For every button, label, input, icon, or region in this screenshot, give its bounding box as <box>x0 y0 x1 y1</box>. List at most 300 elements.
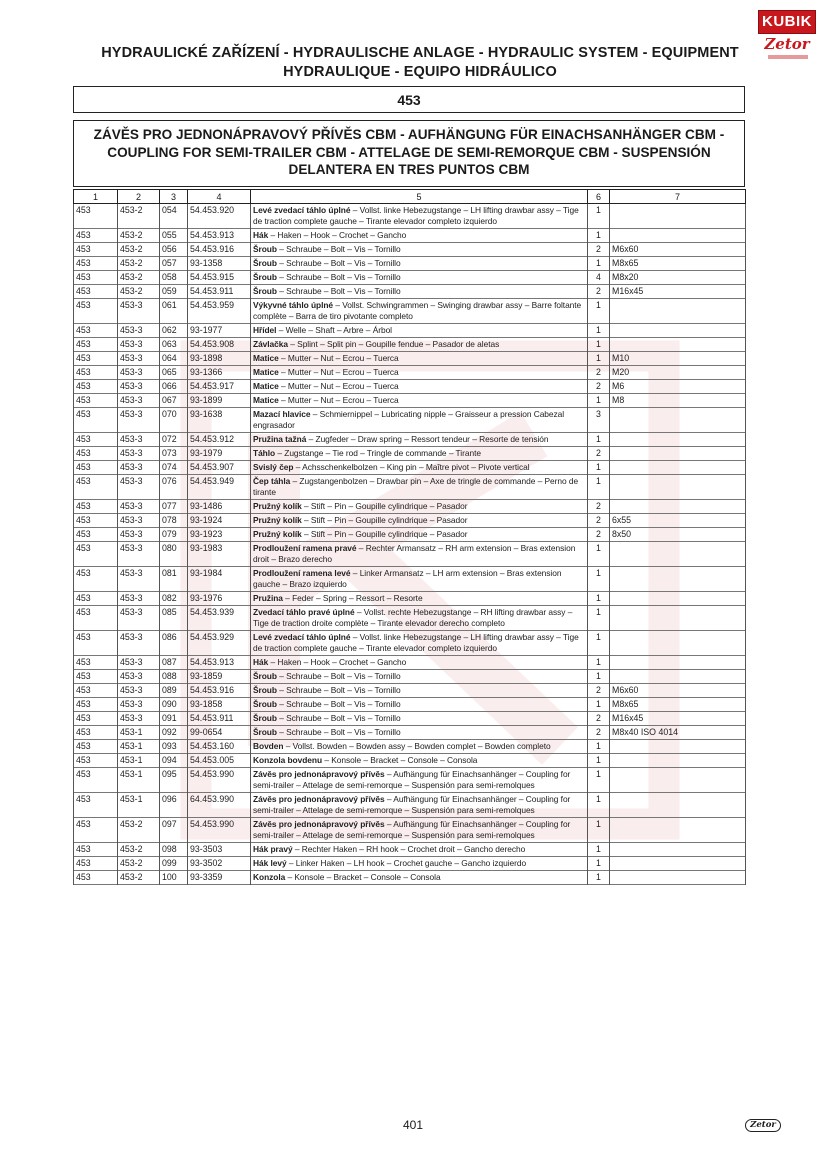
row-part-name: Závěs pro jednonápravový přívěs <box>253 794 385 804</box>
row-part-name: Šroub <box>253 727 277 737</box>
row-part-number-cell: 54.453.917 <box>188 380 251 394</box>
row-part-number-cell: 54.453.005 <box>188 754 251 768</box>
row-part-translations: – Schraube – Bolt – Vis – Tornillo <box>276 671 401 681</box>
row-position-cell: 087 <box>160 656 188 670</box>
row-part-name: Hák <box>253 657 269 667</box>
table-row <box>74 684 746 698</box>
row-part-translations: – Schraube – Bolt – Vis – Tornillo <box>276 713 401 723</box>
row-part-number-cell: 93-1977 <box>188 324 251 338</box>
row-part-translations: – Splint – Split pin – Goupille fendue – Pasador de aletas <box>288 339 500 349</box>
row-description-cell <box>251 542 588 567</box>
row-description-cell <box>251 698 588 712</box>
row-quantity-cell: 1 <box>588 324 610 338</box>
group-title-box <box>73 120 745 187</box>
row-description-cell <box>251 475 588 500</box>
section-header <box>90 44 750 82</box>
row-part-number-cell: 93-1486 <box>188 500 251 514</box>
row-position-cell: 076 <box>160 475 188 500</box>
row-part-name: Šroub <box>253 671 277 681</box>
row-position-cell: 067 <box>160 394 188 408</box>
table-row <box>74 447 746 461</box>
row-part-translations: – Aufhängung für Einachsanhänger – Coupling for semi-trailer – Attelage de semi-remorque – Suspensión para semi-remolques <box>253 769 571 790</box>
row-position-cell: 054 <box>160 204 188 229</box>
column-header: 3 <box>160 190 188 204</box>
row-part-number-cell: 93-1923 <box>188 528 251 542</box>
row-section-cell: 453 <box>74 380 118 394</box>
table-row <box>74 229 746 243</box>
row-description-cell <box>251 631 588 656</box>
row-description-cell <box>251 793 588 818</box>
table-row <box>74 528 746 542</box>
row-position-cell: 097 <box>160 818 188 843</box>
row-position-cell: 086 <box>160 631 188 656</box>
row-note-cell <box>610 204 746 229</box>
row-position-cell: 079 <box>160 528 188 542</box>
group-title-line2: COUPLING FOR SEMI-TRAILER CBM - ATTELAGE DE SEMI-REMORQUE CBM - SUSPENSIÓN <box>107 144 711 160</box>
table-header-row <box>74 190 746 204</box>
row-note-cell: M20 <box>610 366 746 380</box>
row-note-cell: M6 <box>610 380 746 394</box>
row-description-cell <box>251 857 588 871</box>
row-part-translations: – Zugfeder – Draw spring – Ressort tendeur – Resorte de tensión <box>306 434 549 444</box>
row-description-cell <box>251 754 588 768</box>
table-row <box>74 857 746 871</box>
row-quantity-cell: 2 <box>588 380 610 394</box>
row-part-translations: – Rechter Armansatz – RH arm extension – Bras extension droit – Brazo derecho <box>253 543 576 564</box>
row-part-number-cell: 54.453.913 <box>188 656 251 670</box>
row-section-cell: 453 <box>74 229 118 243</box>
row-figure-cell: 453-3 <box>118 606 160 631</box>
row-description-cell <box>251 394 588 408</box>
row-position-cell: 092 <box>160 726 188 740</box>
table-row <box>74 243 746 257</box>
row-quantity-cell: 2 <box>588 447 610 461</box>
row-part-number-cell: 93-3503 <box>188 843 251 857</box>
row-quantity-cell: 1 <box>588 338 610 352</box>
row-section-cell: 453 <box>74 500 118 514</box>
row-figure-cell: 453-3 <box>118 631 160 656</box>
row-quantity-cell: 1 <box>588 698 610 712</box>
row-description-cell <box>251 712 588 726</box>
row-section-cell: 453 <box>74 394 118 408</box>
row-quantity-cell: 1 <box>588 843 610 857</box>
kubik-zetor-logo <box>758 10 816 72</box>
logo-underline <box>768 55 808 59</box>
row-description-cell <box>251 408 588 433</box>
row-quantity-cell: 1 <box>588 542 610 567</box>
row-section-cell: 453 <box>74 447 118 461</box>
row-quantity-cell: 1 <box>588 461 610 475</box>
row-part-name: Výkyvné táhlo úplné <box>253 300 334 310</box>
row-part-translations: – Vollst. Schwingrammen – Swinging drawbar assy – Barre foltante complète – Barra de tiro pivotante completo <box>253 300 582 321</box>
table-row <box>74 606 746 631</box>
row-figure-cell: 453-3 <box>118 684 160 698</box>
row-part-number-cell: 54.453.920 <box>188 204 251 229</box>
row-position-cell: 099 <box>160 857 188 871</box>
row-section-cell: 453 <box>74 324 118 338</box>
row-position-cell: 061 <box>160 299 188 324</box>
row-part-name: Levé zvedací táhlo úplné <box>253 205 351 215</box>
row-figure-cell: 453-1 <box>118 740 160 754</box>
row-part-name: Pružný kolík <box>253 515 302 525</box>
row-part-number-cell: 93-1859 <box>188 670 251 684</box>
row-section-cell: 453 <box>74 338 118 352</box>
table-row <box>74 740 746 754</box>
page-number: 401 <box>402 1118 424 1132</box>
row-quantity-cell: 1 <box>588 857 610 871</box>
row-part-number-cell: 54.453.916 <box>188 243 251 257</box>
table-row <box>74 271 746 285</box>
row-note-cell <box>610 857 746 871</box>
row-part-name: Čep táhla <box>253 476 291 486</box>
row-note-cell <box>610 592 746 606</box>
row-figure-cell: 453-2 <box>118 229 160 243</box>
row-part-translations: – Achsschenkelbolzen – King pin – Maître pivot – Pivote vertical <box>293 462 530 472</box>
row-part-number-cell: 54.453.160 <box>188 740 251 754</box>
row-part-name: Prodloužení ramena levé <box>253 568 351 578</box>
row-part-name: Pružina tažná <box>253 434 307 444</box>
row-section-cell: 453 <box>74 408 118 433</box>
row-part-translations: – Schraube – Bolt – Vis – Tornillo <box>276 727 401 737</box>
row-part-translations: – Zugstange – Tie rod – Tringle de commande – Tirante <box>275 448 481 458</box>
row-note-cell <box>610 500 746 514</box>
row-part-translations: – Stift – Pin – Goupille cylindrique – Pasador <box>301 529 468 539</box>
row-part-name: Svislý čep <box>253 462 294 472</box>
row-section-cell: 453 <box>74 243 118 257</box>
row-figure-cell: 453-2 <box>118 857 160 871</box>
row-part-number-cell: 93-1976 <box>188 592 251 606</box>
table-row <box>74 285 746 299</box>
row-note-cell <box>610 299 746 324</box>
table-row <box>74 818 746 843</box>
table-row <box>74 299 746 324</box>
row-quantity-cell: 1 <box>588 871 610 885</box>
row-description-cell <box>251 447 588 461</box>
row-note-cell: M8x65 <box>610 698 746 712</box>
row-description-cell <box>251 324 588 338</box>
table-row <box>74 338 746 352</box>
row-description-cell <box>251 684 588 698</box>
row-part-name: Konzola <box>253 872 286 882</box>
row-position-cell: 078 <box>160 514 188 528</box>
row-note-cell: M8x65 <box>610 257 746 271</box>
table-row <box>74 408 746 433</box>
row-quantity-cell: 1 <box>588 740 610 754</box>
row-quantity-cell: 1 <box>588 768 610 793</box>
row-part-translations: – Mutter – Nut – Ecrou – Tuerca <box>278 353 399 363</box>
row-section-cell: 453 <box>74 793 118 818</box>
row-figure-cell: 453-3 <box>118 670 160 684</box>
row-part-number-cell: 99-0654 <box>188 726 251 740</box>
row-section-cell: 453 <box>74 285 118 299</box>
row-part-name: Hák levý <box>253 858 287 868</box>
row-part-translations: – Konsole – Bracket – Console – Consola <box>322 755 478 765</box>
row-part-name: Matice <box>253 367 279 377</box>
row-quantity-cell: 1 <box>588 606 610 631</box>
row-position-cell: 090 <box>160 698 188 712</box>
row-part-number-cell: 93-3502 <box>188 857 251 871</box>
row-position-cell: 056 <box>160 243 188 257</box>
row-quantity-cell: 3 <box>588 408 610 433</box>
table-row <box>74 768 746 793</box>
row-position-cell: 091 <box>160 712 188 726</box>
row-note-cell <box>610 871 746 885</box>
row-part-name: Matice <box>253 395 279 405</box>
row-position-cell: 098 <box>160 843 188 857</box>
row-note-cell <box>610 542 746 567</box>
row-description-cell <box>251 843 588 857</box>
row-description-cell <box>251 338 588 352</box>
table-row <box>74 698 746 712</box>
table-row <box>74 475 746 500</box>
table-row <box>74 793 746 818</box>
row-part-number-cell: 54.453.949 <box>188 475 251 500</box>
row-section-cell: 453 <box>74 656 118 670</box>
row-position-cell: 073 <box>160 447 188 461</box>
row-section-cell: 453 <box>74 542 118 567</box>
row-part-number-cell: 54.453.959 <box>188 299 251 324</box>
row-note-cell <box>610 338 746 352</box>
row-section-cell: 453 <box>74 670 118 684</box>
row-section-cell: 453 <box>74 843 118 857</box>
row-figure-cell: 453-3 <box>118 567 160 592</box>
group-title-line3: DELANTERA EN TRES PUNTOS CBM <box>288 162 530 177</box>
row-part-name: Táhlo <box>253 448 276 458</box>
row-part-translations: – Schraube – Bolt – Vis – Tornillo <box>276 286 401 296</box>
row-description-cell <box>251 285 588 299</box>
row-note-cell: M6x60 <box>610 243 746 257</box>
row-position-cell: 081 <box>160 567 188 592</box>
row-part-translations: – Rechter Haken – RH hook – Crochet droit – Gancho derecho <box>292 844 526 854</box>
row-figure-cell: 453-3 <box>118 366 160 380</box>
table-row <box>74 631 746 656</box>
row-part-number-cell: 54.453.915 <box>188 271 251 285</box>
row-part-translations: – Schmiernippel – Lubricating nipple – Graisseur a pression Cabezal engrasador <box>253 409 565 430</box>
row-quantity-cell: 1 <box>588 299 610 324</box>
row-quantity-cell: 1 <box>588 818 610 843</box>
row-part-number-cell: 93-1984 <box>188 567 251 592</box>
row-part-number-cell: 93-1858 <box>188 698 251 712</box>
row-description-cell <box>251 352 588 366</box>
row-part-name: Šroub <box>253 286 277 296</box>
row-quantity-cell: 1 <box>588 592 610 606</box>
group-number-box <box>73 86 745 113</box>
row-description-cell <box>251 366 588 380</box>
row-figure-cell: 453-3 <box>118 324 160 338</box>
row-part-translations: – Vollst. rechte Hebezugstange – RH lifting drawbar assy – Tige de traction droite complète – Tirante elevador derecho completo <box>253 607 573 628</box>
row-quantity-cell: 1 <box>588 793 610 818</box>
table-row <box>74 352 746 366</box>
row-part-name: Pružný kolík <box>253 501 302 511</box>
row-part-name: Hák pravý <box>253 844 293 854</box>
row-part-translations: – Linker Armansatz – LH arm extension – Bras extension gauche – Brazo izquierdo <box>253 568 562 589</box>
row-part-translations: – Welle – Shaft – Arbre – Árbol <box>276 325 392 335</box>
row-part-translations: – Mutter – Nut – Ecrou – Tuerca <box>278 381 399 391</box>
row-note-cell <box>610 461 746 475</box>
table-row <box>74 514 746 528</box>
row-note-cell: M6x60 <box>610 684 746 698</box>
table-row <box>74 670 746 684</box>
row-note-cell <box>610 670 746 684</box>
row-part-name: Závěs pro jednonápravový přívěs <box>253 819 385 829</box>
row-part-name: Levé zvedací táhlo úplné <box>253 632 351 642</box>
row-figure-cell: 453-3 <box>118 542 160 567</box>
row-note-cell <box>610 229 746 243</box>
table-row <box>74 366 746 380</box>
row-note-cell: M10 <box>610 352 746 366</box>
row-part-number-cell: 54.453.912 <box>188 433 251 447</box>
row-section-cell: 453 <box>74 768 118 793</box>
row-quantity-cell: 1 <box>588 433 610 447</box>
row-position-cell: 057 <box>160 257 188 271</box>
row-quantity-cell: 1 <box>588 229 610 243</box>
row-note-cell <box>610 475 746 500</box>
column-header: 6 <box>588 190 610 204</box>
kubik-logo-text: KUBIK <box>758 10 816 34</box>
row-section-cell: 453 <box>74 712 118 726</box>
row-position-cell: 093 <box>160 740 188 754</box>
row-figure-cell: 453-1 <box>118 754 160 768</box>
row-part-name: Šroub <box>253 258 277 268</box>
row-part-number-cell: 54.453.908 <box>188 338 251 352</box>
row-part-translations: – Schraube – Bolt – Vis – Tornillo <box>276 272 401 282</box>
row-section-cell: 453 <box>74 871 118 885</box>
table-row <box>74 394 746 408</box>
row-part-translations: – Schraube – Bolt – Vis – Tornillo <box>276 258 401 268</box>
row-part-number-cell: 93-1366 <box>188 366 251 380</box>
row-part-translations: – Schraube – Bolt – Vis – Tornillo <box>276 685 401 695</box>
row-description-cell <box>251 229 588 243</box>
row-figure-cell: 453-1 <box>118 793 160 818</box>
table-row <box>74 726 746 740</box>
row-position-cell: 055 <box>160 229 188 243</box>
row-description-cell <box>251 567 588 592</box>
row-quantity-cell: 2 <box>588 528 610 542</box>
table-row <box>74 843 746 857</box>
row-section-cell: 453 <box>74 461 118 475</box>
row-part-number-cell: 54.453.990 <box>188 768 251 793</box>
row-part-translations: – Aufhängung für Einachsanhänger – Coupling for semi-trailer – Attelage de semi-remorque – Suspensión para semi-remolques <box>253 794 571 815</box>
row-note-cell <box>610 818 746 843</box>
table-row <box>74 500 746 514</box>
row-section-cell: 453 <box>74 631 118 656</box>
row-quantity-cell: 1 <box>588 394 610 408</box>
row-figure-cell: 453-3 <box>118 380 160 394</box>
row-section-cell: 453 <box>74 567 118 592</box>
row-part-name: Matice <box>253 353 279 363</box>
row-figure-cell: 453-2 <box>118 818 160 843</box>
row-quantity-cell: 1 <box>588 352 610 366</box>
row-description-cell <box>251 656 588 670</box>
row-part-translations: – Aufhängung für Einachsanhänger – Coupling for semi-trailer – Attelage de semi-remorque – Suspensión para semi-remolques <box>253 819 571 840</box>
row-position-cell: 064 <box>160 352 188 366</box>
row-description-cell <box>251 592 588 606</box>
row-position-cell: 082 <box>160 592 188 606</box>
row-quantity-cell: 2 <box>588 684 610 698</box>
row-part-translations: – Feder – Spring – Ressort – Resorte <box>282 593 423 603</box>
column-header: 4 <box>188 190 251 204</box>
row-description-cell <box>251 528 588 542</box>
table-row <box>74 257 746 271</box>
row-note-cell <box>610 656 746 670</box>
table-row <box>74 871 746 885</box>
row-part-number-cell: 93-1979 <box>188 447 251 461</box>
row-part-name: Šroub <box>253 685 277 695</box>
row-description-cell <box>251 818 588 843</box>
table-row <box>74 433 746 447</box>
table-row <box>74 656 746 670</box>
row-part-number-cell: 93-3359 <box>188 871 251 885</box>
row-note-cell: 6x55 <box>610 514 746 528</box>
row-part-number-cell: 93-1358 <box>188 257 251 271</box>
table-row <box>74 567 746 592</box>
row-position-cell: 089 <box>160 684 188 698</box>
row-part-name: Závlačka <box>253 339 288 349</box>
row-part-translations: – Stift – Pin – Goupille cylindrique – Pasador <box>301 501 468 511</box>
row-description-cell <box>251 433 588 447</box>
row-figure-cell: 453-3 <box>118 408 160 433</box>
row-part-translations: – Vollst. linke Hebezugstange – LH lifting drawbar assy – Tige de traction complete gauche – Tirante elevador completo izquierdo <box>253 205 579 226</box>
row-quantity-cell: 2 <box>588 514 610 528</box>
row-note-cell <box>610 408 746 433</box>
row-figure-cell: 453-3 <box>118 475 160 500</box>
row-quantity-cell: 2 <box>588 285 610 299</box>
row-note-cell: M16x45 <box>610 712 746 726</box>
row-figure-cell: 453-2 <box>118 871 160 885</box>
row-quantity-cell: 2 <box>588 243 610 257</box>
row-description-cell <box>251 243 588 257</box>
row-part-translations: – Mutter – Nut – Ecrou – Tuerca <box>278 367 399 377</box>
row-description-cell <box>251 461 588 475</box>
table-row <box>74 542 746 567</box>
row-part-name: Hřídel <box>253 325 277 335</box>
row-part-name: Šroub <box>253 244 277 254</box>
row-part-name: Mazací hlavice <box>253 409 311 419</box>
row-part-number-cell: 64.453.990 <box>188 793 251 818</box>
row-section-cell: 453 <box>74 592 118 606</box>
row-section-cell: 453 <box>74 257 118 271</box>
row-position-cell: 077 <box>160 500 188 514</box>
row-position-cell: 065 <box>160 366 188 380</box>
row-quantity-cell: 1 <box>588 754 610 768</box>
row-description-cell <box>251 514 588 528</box>
row-part-number-cell: 93-1983 <box>188 542 251 567</box>
row-position-cell: 096 <box>160 793 188 818</box>
row-quantity-cell: 2 <box>588 726 610 740</box>
row-part-name: Pružina <box>253 593 283 603</box>
row-position-cell: 059 <box>160 285 188 299</box>
row-part-name: Hák <box>253 230 269 240</box>
row-figure-cell: 453-2 <box>118 285 160 299</box>
row-part-translations: – Linker Haken – LH hook – Crochet gauche – Gancho izquierdo <box>286 858 527 868</box>
row-part-number-cell: 54.453.939 <box>188 606 251 631</box>
row-part-number-cell: 54.453.907 <box>188 461 251 475</box>
row-note-cell: M16x45 <box>610 285 746 299</box>
row-quantity-cell: 1 <box>588 567 610 592</box>
row-part-translations: – Vollst. linke Hebezugstange – LH lifting drawbar assy – Tige de traction complete gauche – Tirante elevador completo izquierdo <box>253 632 579 653</box>
row-section-cell: 453 <box>74 740 118 754</box>
row-note-cell <box>610 433 746 447</box>
row-position-cell: 085 <box>160 606 188 631</box>
row-note-cell <box>610 740 746 754</box>
row-note-cell <box>610 768 746 793</box>
row-section-cell: 453 <box>74 366 118 380</box>
row-figure-cell: 453-3 <box>118 394 160 408</box>
row-quantity-cell: 2 <box>588 500 610 514</box>
header-title-line2: HYDRAULIQUE - EQUIPO HIDRÁULICO <box>283 64 557 80</box>
row-description-cell <box>251 271 588 285</box>
row-part-translations: – Schraube – Bolt – Vis – Tornillo <box>276 699 401 709</box>
